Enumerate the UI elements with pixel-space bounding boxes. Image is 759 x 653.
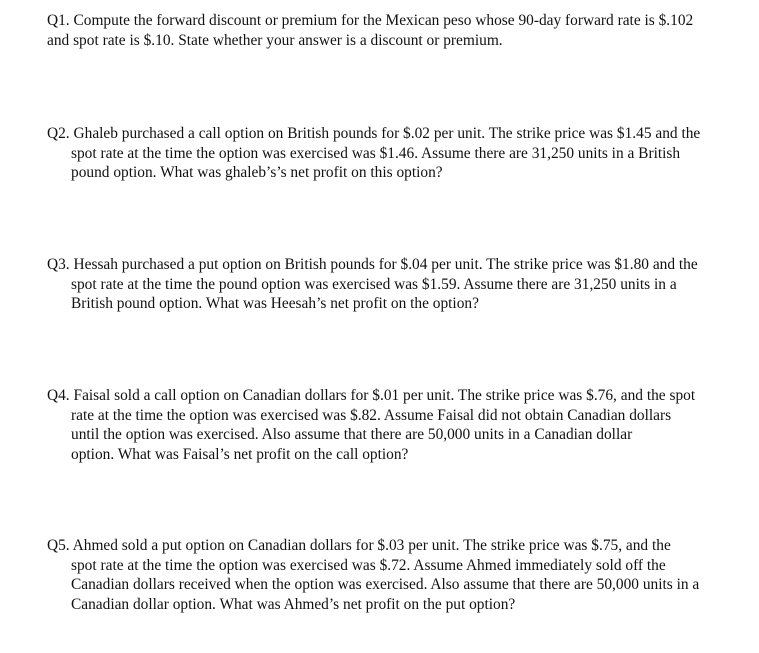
question-5 <box>47 536 699 614</box>
question-4-line-1: Q4. Faisal sold a call option on Canadian dollars for $.01 per unit. The strike price was $.76, and the spot <box>47 387 696 404</box>
question-2-line-1: Q2. Ghaleb purchased a call option on British pounds for $.02 per unit. The strike price was $1.45 and the <box>47 125 701 142</box>
question-4-line-2: rate at the time the option was exercised was $.82. Assume Faisal did not obtain Canadian dollars <box>71 406 672 424</box>
question-3 <box>47 255 698 314</box>
question-3-line-1: Q3. Hessah purchased a put option on British pounds for $.04 per unit. The strike price was $1.80 and the <box>47 256 698 273</box>
question-4-line-3: until the option was exercised. Also assume that there are 50,000 units in a Canadian dollar <box>71 426 633 444</box>
question-5-line-1: Q5. Ahmed sold a put option on Canadian dollars for $.03 per unit. The strike price was $.75, and the <box>47 537 671 554</box>
question-1-line-2: and spot rate is $.10. State whether your answer is a discount or premium. <box>47 31 503 49</box>
question-1-line-1: Q1. Compute the forward discount or premium for the Mexican peso whose 90-day forward rate is $.102 <box>47 12 694 29</box>
question-4 <box>47 386 695 464</box>
question-1 <box>47 11 693 50</box>
question-2-line-3: pound option. What was ghaleb’s’s net profit on this option? <box>71 164 443 182</box>
question-4-line-4: option. What was Faisal’s net profit on the call option? <box>71 445 409 463</box>
question-5-line-3: Canadian dollars received when the option was exercised. Also assume that there are 50,000 units in a <box>71 576 700 594</box>
question-5-line-2: spot rate at the time the option was exercised was $.72. Assume Ahmed immediately sold off the <box>71 556 666 574</box>
question-5-line-4: Canadian dollar option. What was Ahmed’s net profit on the put option? <box>71 595 516 613</box>
question-3-line-2: spot rate at the time the pound option was exercised was $1.59. Assume there are 31,250 units in a <box>71 275 677 293</box>
question-3-line-3: British pound option. What was Heesah’s net profit on the option? <box>71 295 479 313</box>
question-2-line-2: spot rate at the time the option was exercised was $1.46. Assume there are 31,250 units in a British <box>71 144 681 162</box>
question-2 <box>47 124 700 183</box>
